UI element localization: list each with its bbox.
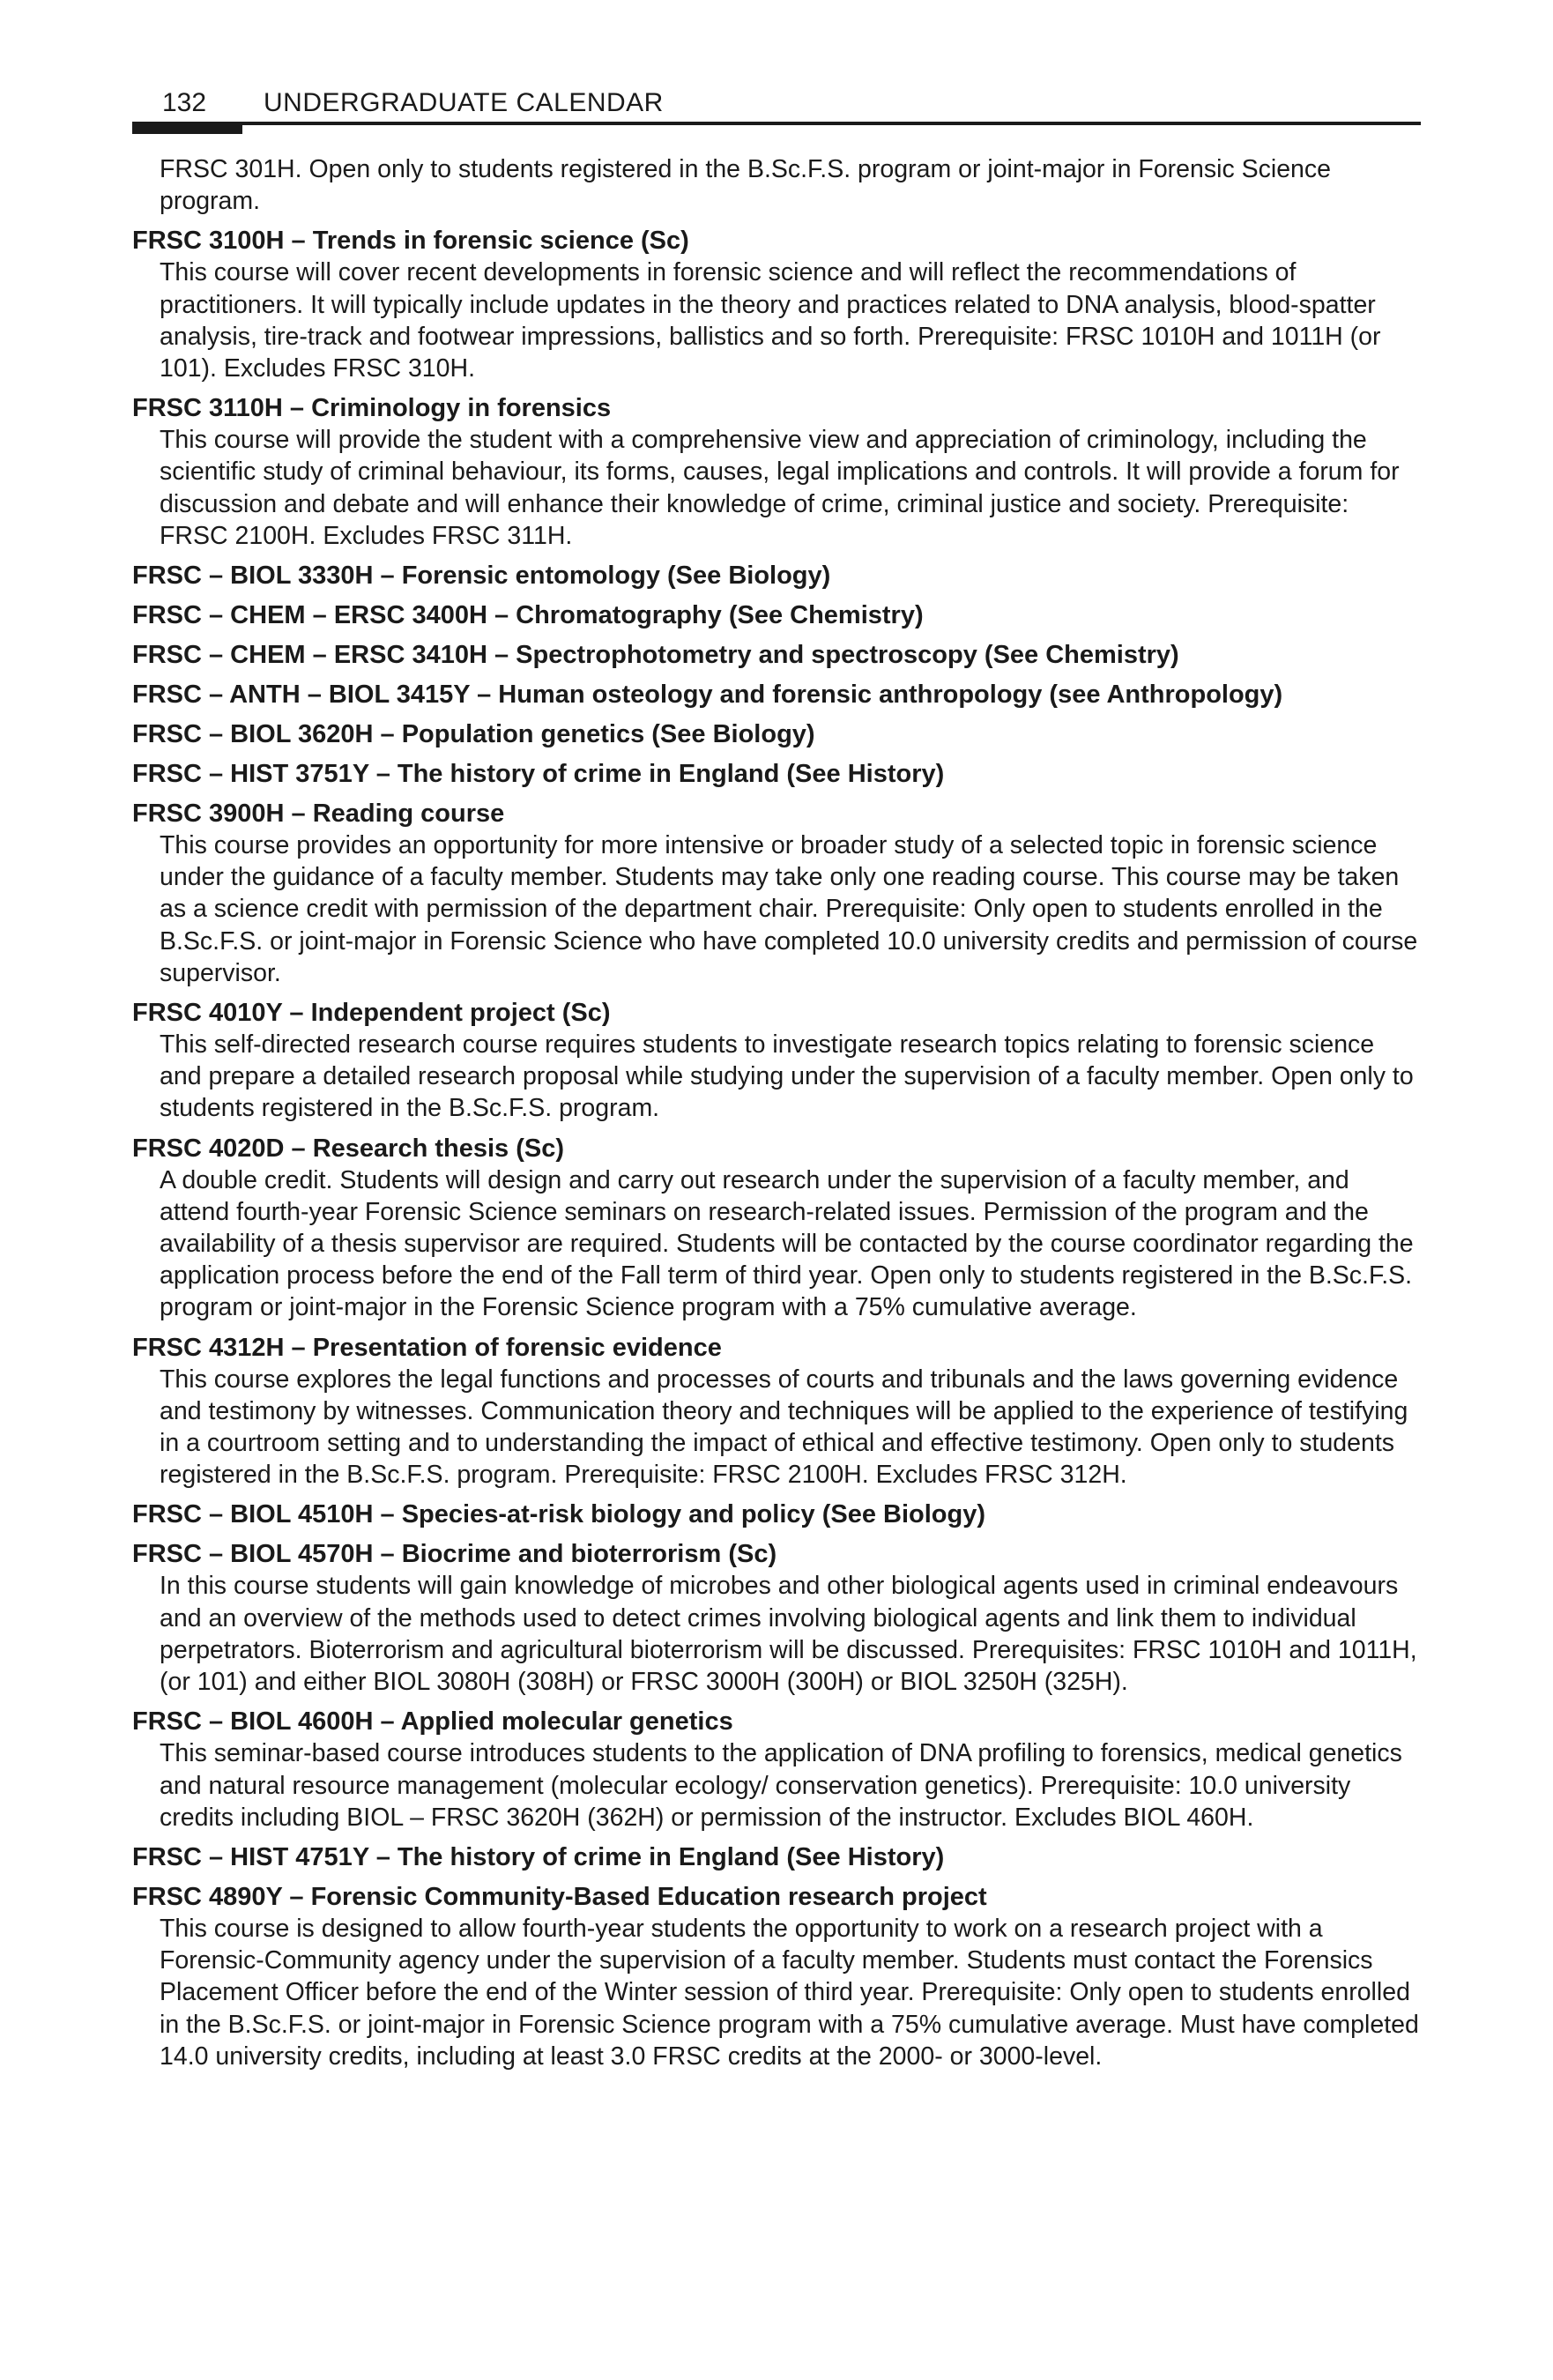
course-description: A double credit. Students will design and carry out research under the supervision of a faculty member, and attend fourth-year Forensic Science seminars on research-related issues. Permission of the program and the availability of a thesis supervisor are required. Students will be contacted by the course coordinator regarding the application process before the end of the Fall term of third year. Open only to students registered in the B.Sc.F.S. program or joint-major in the Forensic Science program with a 75% cumulative average.: [160, 1165, 1414, 1322]
course-title: FRSC – BIOL 4510H – Species-at-risk biology and policy (See Biology): [132, 1500, 986, 1529]
continuation-text: FRSC 301H. Open only to students registered in the B.Sc.F.S. program or joint-major in Forensic Science program.: [160, 155, 1332, 216]
course-entry: [132, 639, 1421, 671]
course-description: This course explores the legal functions and processes of courts and tribunals and the laws governing evidence and testimony by witnesses. Communication theory and techniques will be applied to the experience of testifying in a courtroom setting and to understanding the impact of ethical and effective testimony. Open only to students registered in the B.Sc.F.S. program. Prerequisite: FRSC 2100H. Excludes FRSC 312H.: [160, 1365, 1408, 1490]
course-entry: [132, 1706, 1421, 1833]
course-entry: [132, 392, 1421, 552]
page-number: 132: [162, 88, 207, 117]
course-description: In this course students will gain knowledge of microbes and other biological agents used in criminal endeavours and an overview of the methods used to detect crimes involving biological agents and link them to individual perpetrators. Bioterrorism and agricultural bioterrorism will be discussed. Prerequisites: FRSC 1010H and 1011H, (or 101) and either BIOL 3080H (308H) or FRSC 3000H (300H) or BIOL 3250H (325H).: [160, 1572, 1417, 1697]
course-entry: [132, 560, 1421, 591]
course-entry: [132, 1538, 1421, 1698]
course-description: This course provides an opportunity for more intensive or broader study of a selected topic in forensic science under the guidance of a faculty member. Students may take only one reading course. This course may be taken as a science credit with permission of the department chair. Prerequisite: Only open to students enrolled in the B.Sc.F.S. or joint-major in Forensic Science who have completed 10.0 university credits and permission of course supervisor.: [160, 831, 1418, 987]
course-title: FRSC – BIOL 4600H – Applied molecular genetics: [132, 1707, 733, 1737]
course-entry: [132, 1881, 1421, 2072]
course-entry: [132, 225, 1421, 384]
course-entry: [132, 1133, 1421, 1324]
header-title: UNDERGRADUATE CALENDAR: [264, 88, 664, 117]
course-description: This self-directed research course requires students to investigate research topics relating to forensic science and prepare a detailed research proposal while studying under the supervision of a faculty member. Open only to students registered in the B.Sc.F.S. program.: [160, 1030, 1414, 1123]
page-header: [132, 78, 1421, 125]
course-entry: [132, 1841, 1421, 1873]
course-title: FRSC – CHEM – ERSC 3410H – Spectrophotometry and spectroscopy (See Chemistry): [132, 641, 1179, 670]
course-title: FRSC – CHEM – ERSC 3400H – Chromatography (See Chemistry): [132, 601, 924, 630]
course-entry: [132, 599, 1421, 631]
course-entry: [132, 1499, 1421, 1530]
course-description: This course will cover recent developments in forensic science and will reflect the recommendations of practitioners. It will typically include updates in the theory and practices related to DNA analysis, blood-spatter analysis, tire-track and footwear impressions, ballistics and so forth. Prerequisite: FRSC 1010H and 1011H (or 101). Excludes FRSC 310H.: [160, 258, 1381, 383]
calendar-page: [132, 78, 1421, 2080]
course-entries: [132, 225, 1421, 2072]
course-title: FRSC 4020D – Research thesis (Sc): [132, 1134, 564, 1163]
course-list: [132, 125, 1421, 2072]
course-title: FRSC 4312H – Presentation of forensic evidence: [132, 1333, 722, 1362]
course-title: FRSC – BIOL 3620H – Population genetics (See Biology): [132, 720, 815, 749]
course-title: FRSC 3100H – Trends in forensic science (Sc): [132, 227, 689, 256]
header-tab-bar: [132, 123, 242, 134]
course-entry: [132, 798, 1421, 989]
course-entry: [132, 718, 1421, 750]
course-description: This seminar-based course introduces students to the application of DNA profiling to forensics, medical genetics and natural resource management (molecular ecology/ conservation genetics). Prerequisite: 10.0 university credits including BIOL – FRSC 3620H (362H) or permission of the instructor. Excludes BIOL 460H.: [160, 1739, 1402, 1832]
course-description: This course will provide the student with a comprehensive view and appreciation of criminology, including the scientific study of criminal behaviour, its forms, causes, legal implications and controls. It will provide a forum for discussion and debate and will enhance their knowledge of crime, criminal justice and society. Prerequisite: FRSC 2100H. Excludes FRSC 311H.: [160, 426, 1400, 550]
course-entry: [132, 758, 1421, 790]
course-title: FRSC – BIOL 3330H – Forensic entomology (See Biology): [132, 562, 831, 591]
course-title: FRSC – HIST 4751Y – The history of crime in England (See History): [132, 1842, 945, 1871]
course-title: FRSC – ANTH – BIOL 3415Y – Human osteology and forensic anthropology (see Anthropology): [132, 681, 1283, 710]
course-title: FRSC – BIOL 4570H – Biocrime and bioterrorism (Sc): [132, 1540, 777, 1569]
course-title: FRSC 3110H – Criminology in forensics: [132, 394, 612, 423]
course-title: FRSC 4890Y – Forensic Community-Based Education research project: [132, 1882, 987, 1911]
course-entry: [132, 1332, 1421, 1491]
course-description: This course is designed to allow fourth-year students the opportunity to work on a research project with a Forensic-Community agency under the supervision of a faculty member. Students must contact the Forensics Placement Officer before the end of the Winter session of third year. Prerequisite: Only open to students enrolled in the B.Sc.F.S. or joint-major in Forensic Science program with a 75% cumulative average. Must have completed 14.0 university credits, including at least 3.0 FRSC credits at the 2000- or 3000-level.: [160, 1914, 1419, 2071]
course-entry: [132, 997, 1421, 1125]
course-title: FRSC – HIST 3751Y – The history of crime in England (See History): [132, 760, 945, 789]
course-entry: [132, 679, 1421, 710]
course-title: FRSC 3900H – Reading course: [132, 800, 505, 829]
course-title: FRSC 4010Y – Independent project (Sc): [132, 999, 611, 1028]
